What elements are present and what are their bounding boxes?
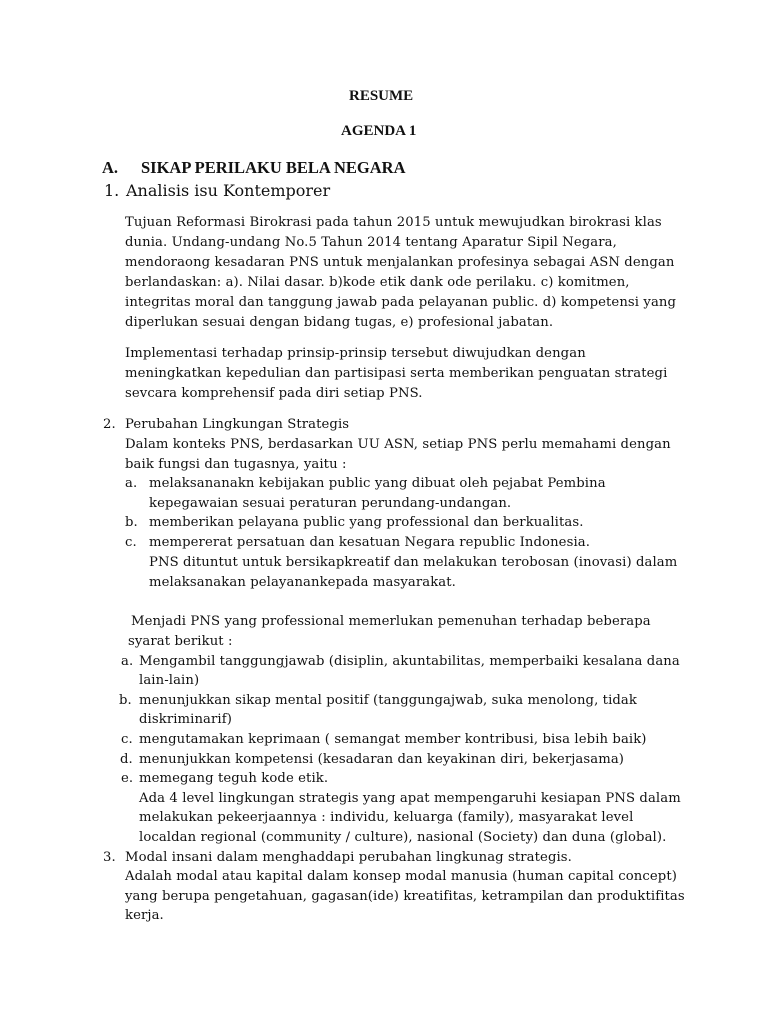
paragraph-line: kerja. bbox=[125, 908, 164, 923]
list-item-line: melaksanakan pelayanankepada masyarakat. bbox=[149, 575, 456, 590]
list-item-line: menunjukkan kompetensi (kesadaran dan keyakinan diri, bekerjasama) bbox=[139, 752, 625, 767]
list-marker: c. bbox=[121, 732, 133, 747]
list-item-line: localdan regional (community / culture), nasional (Society) dan duna (global). bbox=[139, 830, 667, 845]
list-marker: b. bbox=[119, 693, 132, 708]
paragraph-line: baik fungsi dan tugasnya, yaitu : bbox=[125, 457, 347, 472]
list-marker: d. bbox=[120, 752, 133, 767]
agenda-heading: AGENDA 1 bbox=[341, 123, 417, 139]
subsection-3-marker: 3. bbox=[103, 850, 116, 865]
list-item-line: memberikan pelayana public yang professional dan berkualitas. bbox=[149, 515, 584, 530]
paragraph-line: berlandaskan: a). Nilai dasar. b)kode etik dank ode perilaku. c) komitmen, bbox=[125, 275, 630, 290]
list-item-line: Ada 4 level lingkungan strategis yang apat mempengaruhi kesiapan PNS dalam bbox=[139, 791, 681, 806]
paragraph-line: dunia. Undang-undang No.5 Tahun 2014 tentang Aparatur Sipil Negara, bbox=[125, 235, 617, 250]
subsection-2-title: Perubahan Lingkungan Strategis bbox=[125, 417, 350, 432]
list-marker: b. bbox=[125, 515, 138, 530]
list-item-line: mempererat persatuan dan kesatuan Negara republic Indonesia. bbox=[149, 535, 591, 550]
list-item-line: melakukan pekeerjaannya : individu, keluarga (family), masyarakat level bbox=[139, 810, 634, 825]
list-marker: e. bbox=[121, 771, 134, 786]
paragraph-line: mendoraong kesadaran PNS untuk menjalankan profesinya sebagai ASN dengan bbox=[125, 255, 675, 270]
list-item-line: menunjukkan sikap mental positif (tanggungajwab, suka menolong, tidak bbox=[139, 693, 637, 708]
list-item-line: Mengambil tanggungjawab (disiplin, akuntabilitas, memperbaiki kesalana dana bbox=[139, 654, 680, 669]
list-item-line: lain-lain) bbox=[139, 673, 200, 688]
list-marker: a. bbox=[125, 476, 138, 491]
paragraph-line: Tujuan Reformasi Birokrasi pada tahun 2015 untuk mewujudkan birokrasi klas bbox=[125, 215, 662, 230]
subsection-3-title: Modal insani dalam menghaddapi perubahan lingkunag strategis. bbox=[125, 850, 572, 865]
list-marker: a. bbox=[121, 654, 134, 669]
subsection-2-marker: 2. bbox=[103, 417, 116, 432]
subsection-1-title: Analisis isu Kontemporer bbox=[126, 181, 331, 200]
paragraph-line: Implementasi terhadap prinsip-prinsip tersebut diwujudkan dengan bbox=[125, 346, 586, 361]
paragraph-line: meningkatkan kepedulian dan partisipasi serta memberikan penguatan strategi bbox=[125, 366, 668, 381]
list-item-line: melaksananakn kebijakan public yang dibuat oleh pejabat Pembina bbox=[149, 476, 606, 491]
paragraph-line: sevcara komprehensif pada diri setiap PNS. bbox=[125, 386, 423, 401]
paragraph-line: yang berupa pengetahuan, gagasan(ide) kreatifitas, ketrampilan dan produktifitas bbox=[125, 889, 685, 904]
list-item-line: kepegawaian sesuai peraturan perundang-undangan. bbox=[149, 496, 512, 511]
list-item-line: PNS dituntut untuk bersikapkreatif dan melakukan terobosan (inovasi) dalam bbox=[149, 555, 678, 570]
list-item-line: diskriminarif) bbox=[139, 712, 232, 727]
document-title: RESUME bbox=[349, 88, 414, 104]
paragraph-line: Adalah modal atau kapital dalam konsep modal manusia (human capital concept) bbox=[125, 869, 677, 884]
paragraph-line: diperlukan sesuai dengan bidang tugas, e) profesional jabatan. bbox=[125, 315, 554, 330]
paragraph-line: Dalam konteks PNS, berdasarkan UU ASN, setiap PNS perlu memahami dengan bbox=[125, 437, 671, 452]
section-title: SIKAP PERILAKU BELA NEGARA bbox=[141, 158, 406, 177]
subsection-1-marker: 1. bbox=[104, 181, 120, 200]
list-item-line: mengutamakan keprimaan ( semangat member kontribusi, bisa lebih baik) bbox=[139, 732, 647, 747]
list-item-line: memegang teguh kode etik. bbox=[139, 771, 329, 786]
paragraph-line: syarat berikut : bbox=[128, 634, 233, 649]
section-marker: A. bbox=[102, 158, 119, 177]
paragraph-line: Menjadi PNS yang professional memerlukan pemenuhan terhadap beberapa bbox=[131, 614, 651, 629]
paragraph-line: integritas moral dan tanggung jawab pada pelayanan public. d) kompetensi yang bbox=[125, 295, 677, 310]
list-marker: c. bbox=[125, 535, 137, 550]
